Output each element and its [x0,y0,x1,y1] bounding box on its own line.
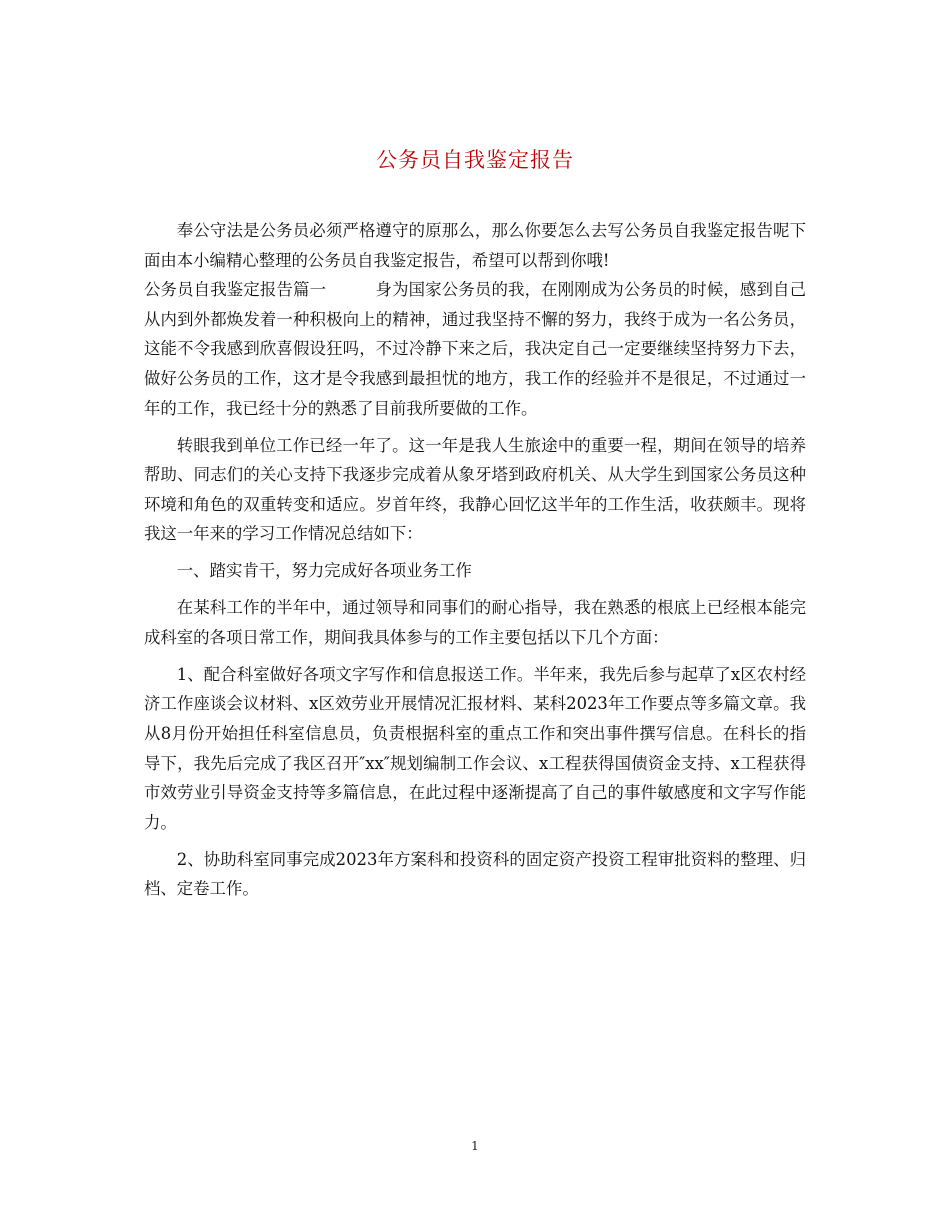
intro-paragraph: 奉公守法是公务员必须严格遵守的原那么，那么你要怎么去写公务员自我鉴定报告呢下面由本小编精心整理的公务员自我鉴定报告，希望可以帮到你哦! [144,221,806,270]
document-body [144,216,806,904]
body-paragraph-2: 在某科工作的半年中，通过领导和同事们的耐心指导，我在熟悉的根底上已经根本能完成科室的各项日常工作，期间我具体参与的工作主要包括以下几个方面： [144,598,806,647]
document-title: 公务员自我鉴定报告 [376,148,574,172]
body-paragraph-4: 2、协助科室同事完成2023年方案科和投资科的固定资产投资工程审批资料的整理、归档、定卷工作。 [144,849,806,899]
body-paragraph-3: 1、配合科室做好各项文字写作和信息报送工作。半年来，我先后参与起草了x区农村经济工作座谈会议材料、x区效劳业开展情况汇报材料、某科2023年工作要点等多篇文章。我从8月份开始担任科室信息员，负责根据科室的重点工作和突出事件撰写信息。在科长的指导下，我先后完成了我区召开″xx″规划编制工作会议、x工程获得国债资金支持、x工程获得市效劳业引导资金支持等多篇信息，在此过程中逐渐提高了自己的事件敏感度和文字写作能力。 [144,664,806,832]
section-label: 公务员自我鉴定报告篇一 [144,280,327,300]
section-text: 身为国家公务员的我，在刚刚成为公务员的时候，感到自己从内到外都焕发着一种积极向上的精神，通过我坚持不懈的努力，我终于成为一名公务员，这能不令我感到欣喜假设狂吗，不过冷静下来之后，我决定自己一定要继续坚持努力下去，做好公务员的工作，这才是令我感到最担忧的地方，我工作的经验并不是很足，不过通过一年的工作，我已经十分的熟悉了目前我所要做的工作。 [144,280,806,418]
section-paragraph [144,275,806,423]
body-paragraph-1: 转眼我到单位工作已经一年了。这一年是我人生旅途中的重要一程，期间在领导的培养帮助、同志们的关心支持下我逐步完成着从象牙塔到政府机关、从大学生到国家公务员这种环境和角色的双重转变和适应。岁首年终，我静心回忆这半年的工作生活，收获颇丰。现将我这一年来的学习工作情况总结如下： [144,435,806,544]
page-number: 1 [471,1139,479,1153]
body-heading-1: 一、踏实肯干，努力完成好各项业务工作 [176,561,472,581]
